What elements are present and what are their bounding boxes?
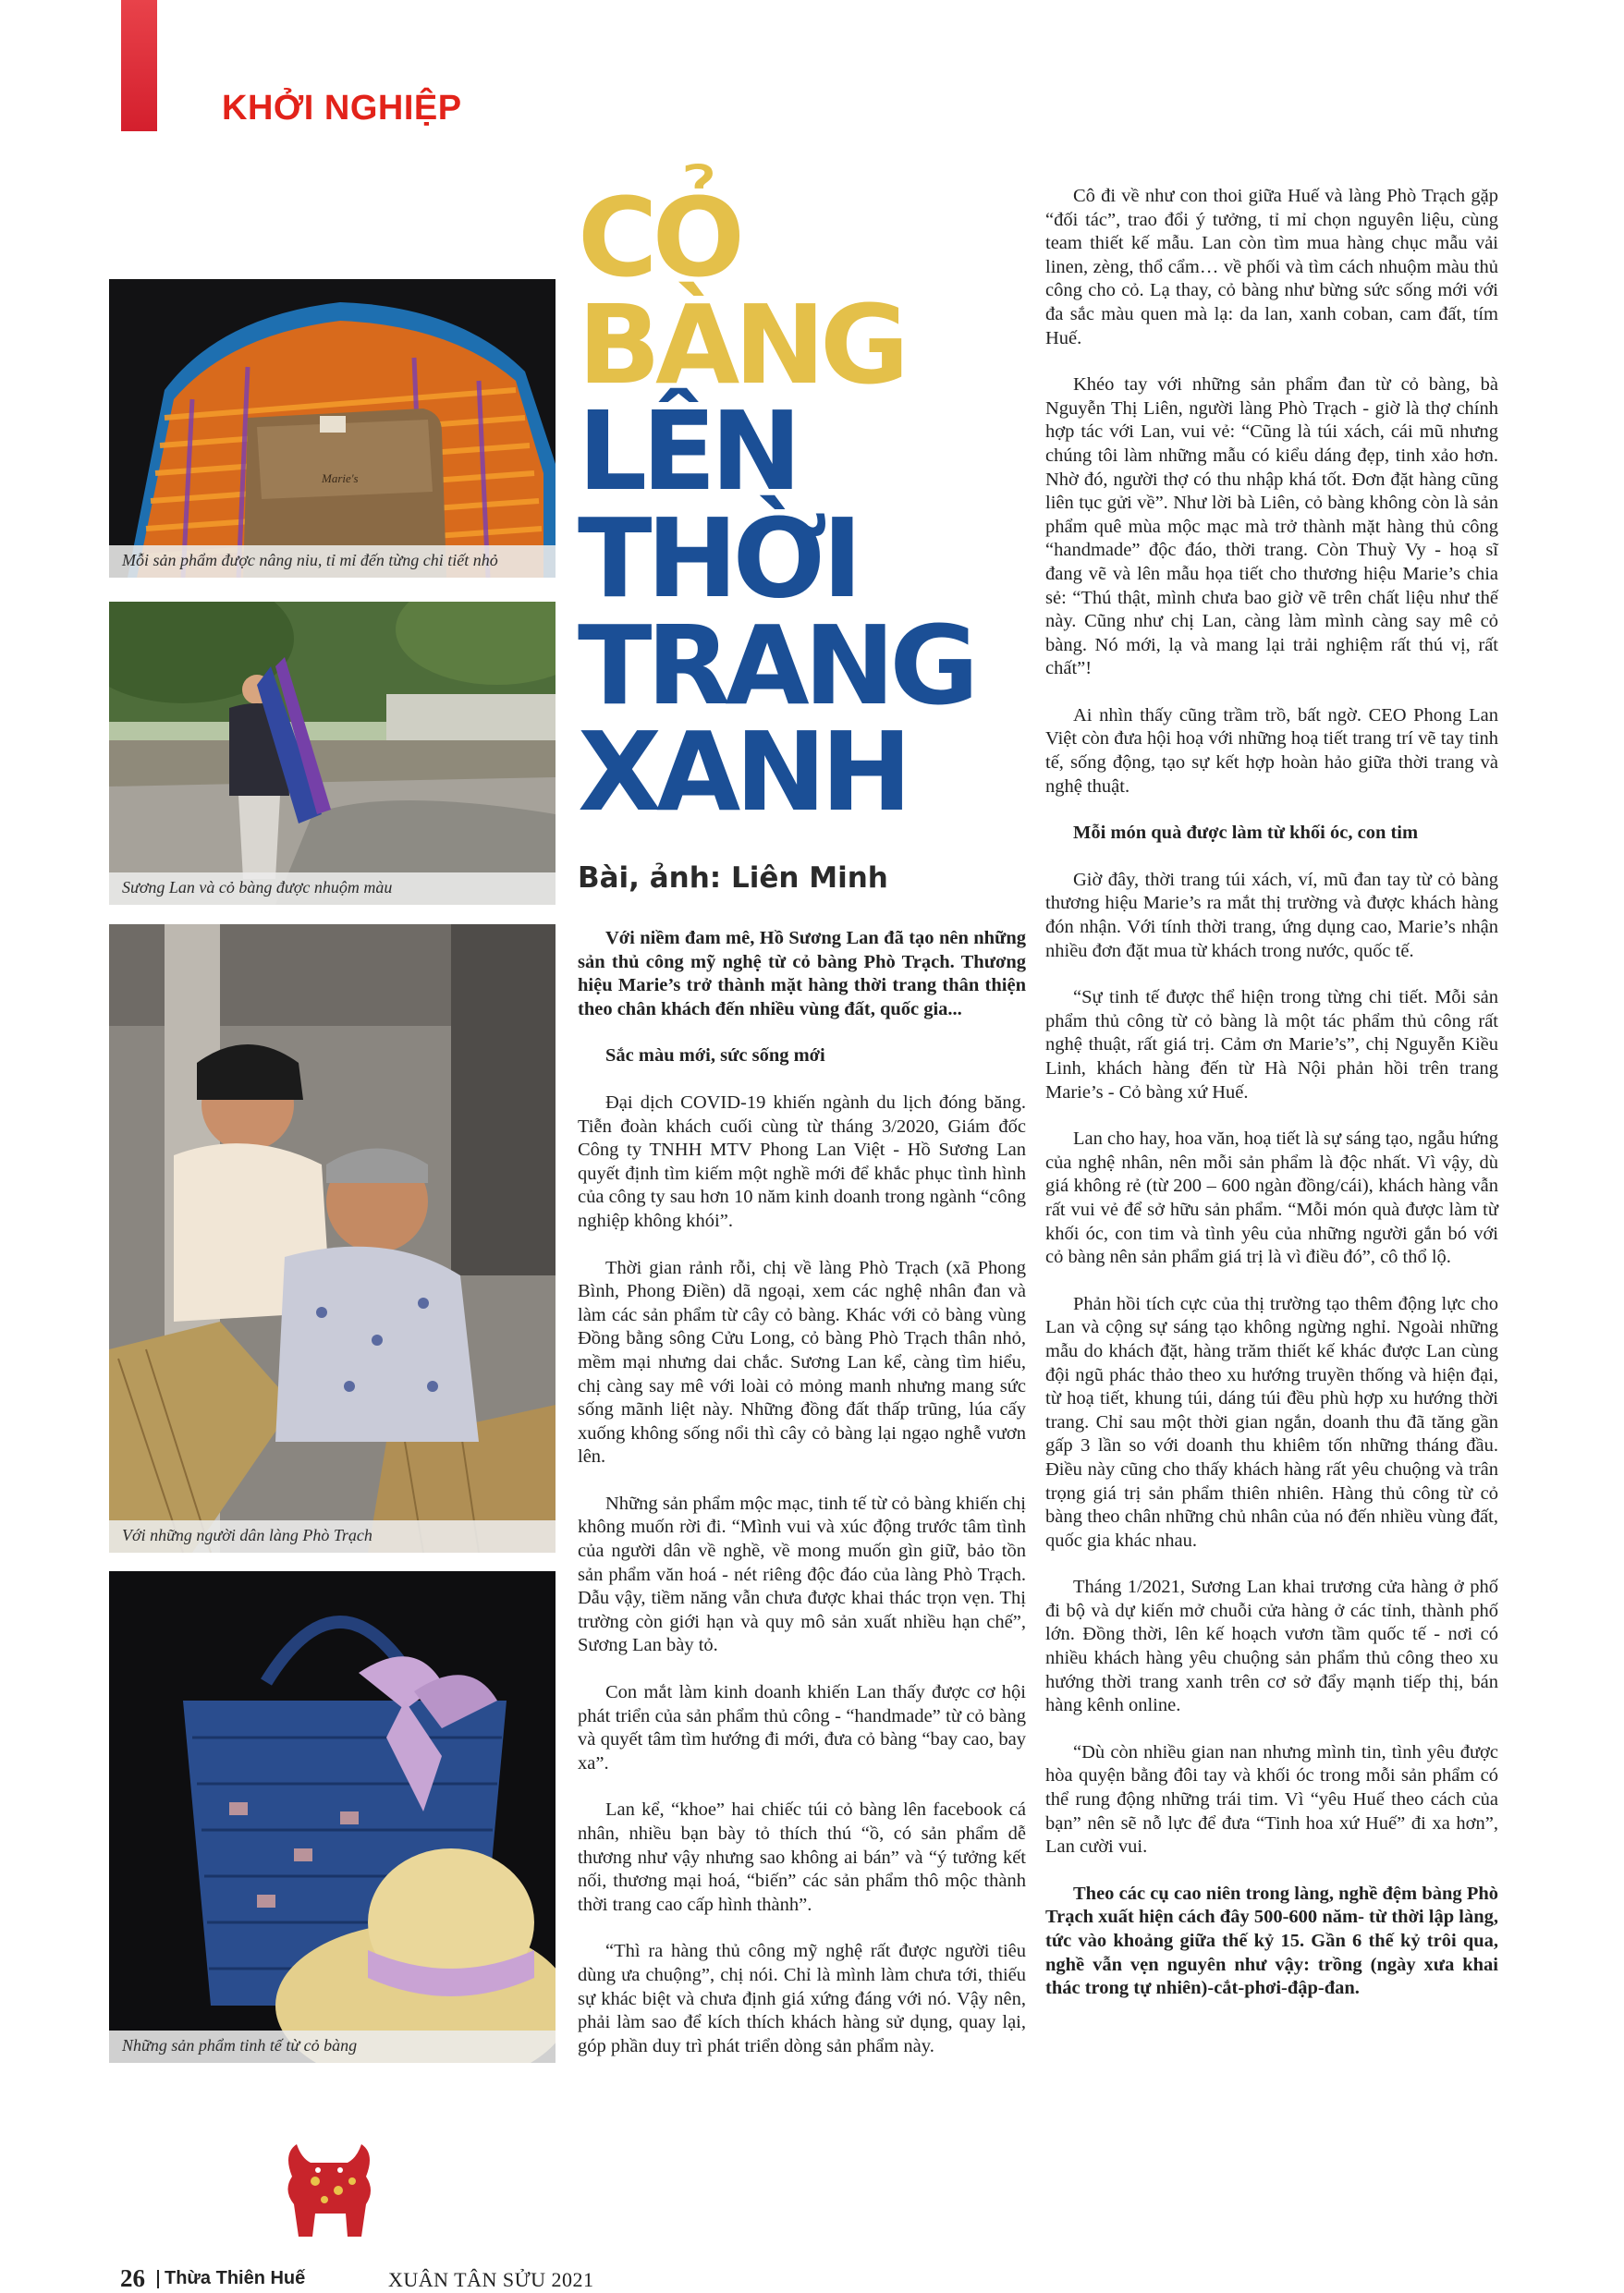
byline: Bài, ảnh: Liên Minh xyxy=(578,861,888,895)
photo-caption: Sương Lan và cỏ bàng được nhuộm màu xyxy=(109,872,556,905)
closing-note: Theo các cụ cao niên trong làng, nghề đệm bàng Phò Trạch xuất hiện cách đây 500-600 năm- từ thời lập làng, tức vào khoảng giữa thế kỷ 15. Gần 6 thế kỷ trôi qua, nghề vẫn vẹn nguyên như vậy: trồng (ngày xưa khai thác trong tự nhiên)-cắt-phơi-đập-đan. xyxy=(1045,1883,1498,1999)
article-column-2 xyxy=(1045,185,1498,2024)
paragraph: Đại dịch COVID-19 khiến ngành du lịch đóng băng. Tiễn đoàn khách cuối cùng từ tháng 3/2020, Giám đốc Công ty TNHH MTV Phong Lan Việt - Hồ Sương Lan quyết định tìm kiếm một nghề mới để khắc phục tình hình của công ty sau hơn 10 năm kinh doanh trong ngành “công nghiệp không khói”. xyxy=(578,1092,1026,1231)
section-label: KHỞI NGHIỆP xyxy=(222,89,462,128)
article-column-1 xyxy=(578,927,1026,2081)
headline-line: XANH xyxy=(578,708,907,836)
paragraph: Những sản phẩm mộc mạc, tinh tế từ cỏ bàng khiến chị không muốn rời đi. “Mình vui và xúc động trước tâm tình của người dân về nghề, về mong muốn gìn giữ, bảo tồn sản phẩm văn hoá - nét riêng độc đáo của làng Phò Trạch. Dẫu vậy, tiềm năng vẫn chưa được khai thác trọn vẹn. Thị trường còn giới hạn và quy mô sản xuất nhiều hạn chế”, Sương Lan bày tỏ. xyxy=(578,1493,1026,1656)
paragraph: Lan kể, “khoe” hai chiếc túi cỏ bàng lên facebook cá nhân, nhiều bạn bày tỏ thích thú “ồ, có sản phẩm dễ thương như vậy nhưng sao không ai bán” và “ý tưởng kết nối, thương mại hoá, “biến” các sản phẩm thô mộc thành thời trang cao cấp hình thành”. xyxy=(578,1799,1026,1915)
page-footer xyxy=(120,2264,712,2292)
paragraph: “Thì ra hàng thủ công mỹ nghệ rất được người tiêu dùng ưa chuộng”, chị nói. Chỉ là mình làm chưa tới, thiếu sự khác biệt và chưa định giá xứng đáng với nó. Vậy nên, phải làm sao để kích thích khách hàng sử dụng, quay lại, góp phần duy trì phát triển dòng sản phẩm này. xyxy=(578,1941,1026,2056)
article-lead: Với niềm đam mê, Hồ Sương Lan đã tạo nên những sản thủ công mỹ nghệ từ cỏ bàng Phò Trạch. Thương hiệu Marie’s trở thành mặt hàng thời trang thân thiện theo chân khách đến nhiều vùng đất, quốc gia... xyxy=(578,928,1026,1019)
headline-line: BÀNG xyxy=(578,280,904,409)
photo-caption: Với những người dân làng Phò Trạch xyxy=(109,1520,556,1553)
section-color-tab xyxy=(121,0,157,131)
brand-tag: Marie's xyxy=(322,471,359,485)
paragraph: Ai nhìn thấy cũng trầm trồ, bất ngờ. CEO Phong Lan Việt còn đưa hội hoạ với những hoạ tiết trang trí vẽ tay tinh tế, sống động, tạo sự kết hợp hoàn hảo giữa thời trang và nghệ thuật. xyxy=(1045,704,1498,797)
publication-name: Thừa Thiên Huế xyxy=(165,2268,306,2288)
paragraph: Con mắt làm kinh doanh khiến Lan thấy được cơ hội phát triển của sản phẩm thủ công - “handmade” từ cỏ bàng và quyết tâm tìm hướng đi mới, đưa cỏ bàng “bay cao, bay xa”. xyxy=(578,1682,1026,1774)
page-number: 26 xyxy=(120,2264,145,2292)
headline-line: THỜI xyxy=(578,494,858,622)
paragraph: Cô đi về như con thoi giữa Huế và làng Phò Trạch gặp “đối tác”, trao đổi ý tưởng, tỉ mỉ chọn nguyên liệu, cùng team thiết kế mẫu. Lan còn tìm mua hàng chục mẫu vải linen, zèng, thổ cẩm… về phối và tìm cách nhuộm màu thủ công cho cỏ. Lạ thay, cỏ bàng như bừng sức sống mới với đa sắc màu quen mà lạ: da lan, xanh coban, cam đất, tím Huế. xyxy=(1045,186,1498,348)
paragraph: Giờ đây, thời trang túi xách, ví, mũ đan tay từ cỏ bàng thương hiệu Marie’s ra mắt thị trường và được khách hàng đón nhận. Với tính thời trang, ứng dụng cao, Marie’s nhận nhiều đơn đặt mua từ khách trong nước, quốc tế. xyxy=(1045,869,1498,961)
photo-woven-bag xyxy=(109,279,556,578)
headline-line: CỎ xyxy=(578,174,739,301)
photo-caption: Những sản phẩm tinh tế từ cỏ bàng xyxy=(109,2031,556,2063)
photo-caption: Mỗi sản phẩm được nâng niu, tỉ mỉ đến từng chi tiết nhỏ xyxy=(109,545,556,578)
paragraph: Tháng 1/2021, Sương Lan khai trương cửa hàng ở phố đi bộ và dự kiến mở chuỗi cửa hàng ở các tỉnh, thành phố lớn. Đồng thời, lên kế hoạch vươn tầm quốc tế - nơi có nhiều khách hàng yêu chuộng sản phẩm thủ công theo xu hướng thời trang xanh trên cơ sở đẩy mạnh tiếp thị, bán hàng kênh online. xyxy=(1045,1577,1498,1716)
section-subhead: Mỗi món quà được làm từ khối óc, con tim xyxy=(1073,823,1419,844)
paragraph: Thời gian rảnh rỗi, chị về làng Phò Trạch (xã Phong Bình, Phong Điền) dã ngoại, xem các nghệ nhân đan và làm các sản phẩm từ cây cỏ bàng. Khác với cỏ bàng vùng Đồng bằng sông Cửu Long, cỏ bàng Phò Trạch thân nhỏ, mềm mại nhưng dai chắc. Sương Lan kể, càng tìm hiểu, chị càng say mê với loài cỏ mỏng manh nhưng mang sức sống mãnh liệt này. Những đồng đất thấp trũng, lúa cấy xuống không sống nổi thì cây cỏ bàng lại ngạo nghễ vươn lên. xyxy=(578,1257,1026,1468)
section-subhead: Sắc màu mới, sức sống mới xyxy=(605,1045,825,1067)
paragraph: “Sự tinh tế được thể hiện trong từng chi tiết. Mỗi sản phẩm thủ công từ cỏ bàng là một tác phẩm thủ công rất nghệ thuật, rất giá trị. Cảm ơn Marie’s”, chị Nguyễn Kiều Linh, khách hàng đến từ Hà Nội phản hồi trên trang Marie’s - Cỏ bàng xứ Huế. xyxy=(1045,987,1498,1103)
headline-line: LÊN xyxy=(578,387,797,516)
ox-ornament-icon xyxy=(274,2126,385,2250)
paragraph: “Dù còn nhiều gian nan nhưng mình tin, tình yêu được hòa quyện bằng đôi tay và khối óc trong mỗi sản phẩm có thể rung động những trái tim. Vì “yêu Huế theo cách của bạn” nên sẽ nỗ lực để đưa “Tinh hoa xứ Huế” đi xa hơn”, Lan cười vui. xyxy=(1045,1741,1498,1858)
article-headline xyxy=(578,174,984,836)
issue-label: XUÂN TÂN SỬU 2021 xyxy=(388,2268,594,2291)
paragraph: Khéo tay với những sản phẩm đan từ cỏ bàng, bà Nguyễn Thị Liên, người làng Phò Trạch - giờ là thợ chính hợp tác với Lan, vui vẻ: “Cũng là túi xách, cái mũ nhưng chúng tôi làm những mẫu có kiểu dáng đẹp, tinh xảo hơn. Nhờ đó, người thợ có thu nhập khá tốt. Đơn đặt hàng cũng liên tục gửi về”. Như lời bà Liên, cỏ bàng không còn là sản phẩm quê mùa mộc mạc mà trở thành mặt hàng thủ công “handmade” độc đáo, thời trang. Còn Thuỳ Vy - hoạ sĩ đang vẽ và lên mẫu họa tiết cho thương hiệu Marie’s chia sẻ: “Thú thật, mình chưa bao giờ vẽ trên chất liệu như thế này. Cũng như chị Lan, càng làm mình càng say mê cỏ bàng. Nó mới, lạ và mang lại trải nghiệm rất thú vị, rất chất”! xyxy=(1045,374,1498,679)
headline-line: TRANG xyxy=(578,601,974,729)
paragraph: Lan cho hay, hoa văn, hoạ tiết là sự sáng tạo, ngẫu hứng của nghệ nhân, nên mỗi sản phẩm là độc nhất. Vì vậy, dù giá không rẻ (từ 200 – 600 ngàn đồng/cái), khách hàng vẫn rất vui vẻ để sở hữu sản phẩm. “Mỗi món quà được làm từ khối óc, con tim và tình yêu của những người gắn bó với cỏ bàng nên sản phẩm giá trị là vì điều đó”, cô thổ lộ. xyxy=(1045,1128,1498,1268)
photo-villagers xyxy=(109,924,556,1553)
paragraph: Phản hồi tích cực của thị trường tạo thêm động lực cho Lan và cộng sự sáng tạo không ngừng nghỉ. Ngoài những mẫu do khách đặt, hàng trăm thiết kế khác được Lan cùng đội ngũ phác thảo theo xu hướng truyền thống và hiện đại, từ hoạ tiết, khung túi, dáng túi đều phù hợp xu hướng thời trang. Chỉ sau một thời gian ngắn, doanh thu đã tăng gần gấp 3 lần so với doanh thu khiêm tốn những tháng đầu. Điều này cũng cho thấy khách hàng rất yêu chuộng và trân trọng giá trị sản phẩm thiên nhiên. Hàng thủ công từ cỏ bàng theo chân những chủ nhân của nó đến nhiều vùng đất, quốc gia khác nhau. xyxy=(1045,1293,1498,1551)
photo-products xyxy=(109,1571,556,2063)
photo-woman-dyed-grass xyxy=(109,602,556,905)
